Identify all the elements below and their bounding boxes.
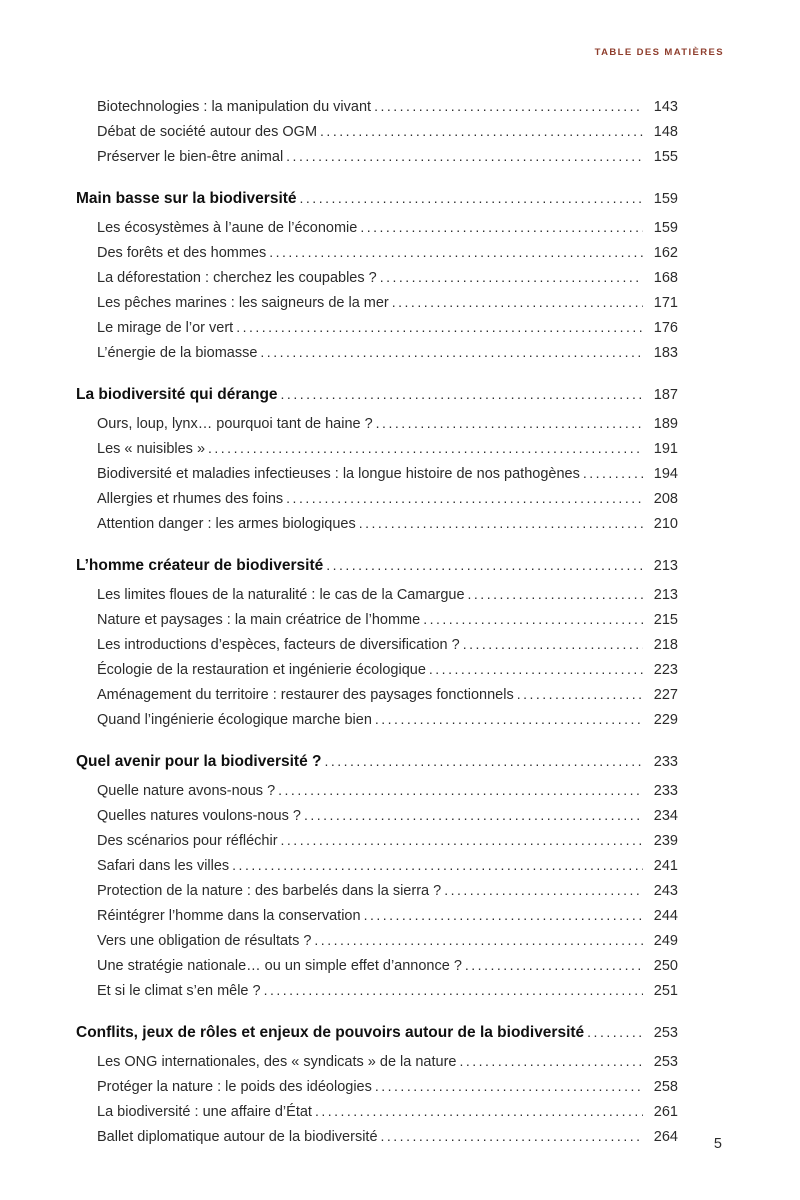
toc-page-number: 194 [653,466,678,482]
dot-leader [232,853,643,878]
toc-entry-title: Écologie de la restauration et ingénierie écologique [97,662,426,678]
toc-heading-row [76,553,678,578]
toc-page-number: 189 [653,416,678,432]
toc-entry-row [76,1049,678,1074]
toc-page-number: 241 [653,858,678,874]
toc-entry-row [76,828,678,853]
toc-entry-title: Nature et paysages : la main créatrice de l’homme [97,612,421,628]
toc-entry-row [76,144,678,169]
toc-entry-row [76,953,678,978]
toc-entry-title: Débat de société autour des OGM [97,124,318,140]
toc-entry-row [76,436,678,461]
toc-entry-row [76,1124,678,1149]
toc-entry-title: Et si le climat s’en mêle ? [97,983,261,999]
toc-entry-row [76,878,678,903]
toc-heading-title: Quel avenir pour la biodiversité ? [76,753,322,770]
dot-leader [304,803,643,828]
dot-leader [463,632,643,657]
toc-page-number: 250 [653,958,678,974]
toc-page-number: 213 [653,558,678,574]
toc-entry-row [76,265,678,290]
toc-entry-row [76,582,678,607]
toc-page-number: 258 [653,1079,678,1095]
toc-entry-row [76,928,678,953]
toc-entry-title: Biodiversité et maladies infectieuses : la longue histoire de nos pathogènes [97,466,580,482]
toc-entry-row [76,486,678,511]
dot-leader [208,436,643,461]
toc-entry-row [76,682,678,707]
toc-entry-row [76,119,678,144]
toc-entry-title: Protéger la nature : le poids des idéologies [97,1079,372,1095]
table-of-contents [76,94,678,1149]
dot-leader [587,1020,643,1045]
toc-entry-row [76,1074,678,1099]
dot-leader [380,265,643,290]
toc-heading-row [76,382,678,407]
toc-entry-title: La biodiversité : une affaire d’État [97,1104,312,1120]
toc-page-number: 155 [653,149,678,165]
toc-heading-row [76,749,678,774]
toc-entry-row [76,978,678,1003]
dot-leader [375,707,643,732]
toc-page-number: 159 [653,220,678,236]
dot-leader [281,382,643,407]
toc-entry-title: La déforestation : cherchez les coupables ? [97,270,377,286]
toc-entry-title: Ours, loup, lynx… pourquoi tant de haine ? [97,416,373,432]
toc-entry-title: Le mirage de l’or vert [97,320,234,336]
dot-leader [286,144,643,169]
page-number: 5 [713,1136,722,1152]
toc-entry-title: Des forêts et des hommes [97,245,267,261]
toc-entry-row [76,215,678,240]
toc-entry-row [76,707,678,732]
toc-entry-title: Vers une obligation de résultats ? [97,933,312,949]
toc-page-number: 223 [653,662,678,678]
dot-leader [444,878,643,903]
toc-entry-title: Quelles natures voulons-nous ? [97,808,301,824]
toc-entry-title: Aménagement du territoire : restaurer des paysages fonctionnels [97,687,514,703]
toc-page-number: 264 [653,1129,678,1145]
toc-entry-row [76,657,678,682]
dot-leader [315,1099,643,1124]
dot-leader [374,94,643,119]
toc-entry-title: Une stratégie nationale… ou un simple effet d’annonce ? [97,958,462,974]
dot-leader [320,119,643,144]
toc-page-number: 249 [653,933,678,949]
dot-leader [359,511,643,536]
dot-leader [364,903,643,928]
toc-heading-row [76,1020,678,1045]
toc-entry-row [76,315,678,340]
toc-page-number: 239 [653,833,678,849]
toc-page-number: 227 [653,687,678,703]
toc-entry-row [76,94,678,119]
dot-leader [392,290,643,315]
toc-entry-title: Les écosystèmes à l’aune de l’économie [97,220,358,236]
toc-page-number: 234 [653,808,678,824]
toc-page-number: 243 [653,883,678,899]
toc-entry-row [76,290,678,315]
toc-entry-title: Safari dans les villes [97,858,230,874]
toc-entry-title: Quand l’ingénierie écologique marche bien [97,712,372,728]
toc-entry-row [76,411,678,436]
dot-leader [376,411,643,436]
toc-page-number: 208 [653,491,678,507]
toc-page-number: 210 [653,516,678,532]
toc-page-number: 233 [653,783,678,799]
toc-entry-title: Réintégrer l’homme dans la conservation [97,908,361,924]
toc-entry-title: Allergies et rhumes des foins [97,491,284,507]
toc-entry-row [76,240,678,265]
toc-entry-row [76,903,678,928]
toc-entry-title: Des scénarios pour réfléchir [97,833,278,849]
toc-page-number: 213 [653,587,678,603]
toc-heading-title: Main basse sur la biodiversité [76,190,297,207]
dot-leader [269,240,643,265]
dot-leader [375,1074,643,1099]
toc-entry-row [76,853,678,878]
toc-entry-title: Les « nuisibles » [97,441,206,457]
dot-leader [583,461,643,486]
toc-page-number: 168 [653,270,678,286]
toc-entry-title: L’énergie de la biomasse [97,345,258,361]
toc-page-number: 233 [653,754,678,770]
toc-page-number: 159 [653,191,678,207]
dot-leader [300,186,643,211]
dot-leader [423,607,643,632]
toc-entry-row [76,340,678,365]
dot-leader [360,215,643,240]
toc-entry-title: Ballet diplomatique autour de la biodiversité [97,1129,378,1145]
dot-leader [468,582,643,607]
toc-entry-title: Préserver le bien-être animal [97,149,284,165]
toc-entry-title: Protection de la nature : des barbelés dans la sierra ? [97,883,442,899]
dot-leader [324,749,643,774]
toc-heading-row [76,186,678,211]
toc-entry-row [76,778,678,803]
dot-leader [314,928,643,953]
toc-heading-title: L’homme créateur de biodiversité [76,557,324,574]
toc-entry-row [76,461,678,486]
toc-page-number: 244 [653,908,678,924]
toc-entry-title: Les ONG internationales, des « syndicats » de la nature [97,1054,457,1070]
toc-entry-row [76,1099,678,1124]
toc-page-number: 171 [653,295,678,311]
dot-leader [264,978,643,1003]
toc-page-number: 253 [653,1025,678,1041]
running-head: TABLE DES MATIÈRES [594,47,724,58]
toc-page-number: 191 [653,441,678,457]
toc-entry-title: Les pêches marines : les saigneurs de la mer [97,295,389,311]
toc-entry-row [76,803,678,828]
toc-entry-title: Attention danger : les armes biologiques [97,516,356,532]
dot-leader [517,682,643,707]
toc-entry-row [76,511,678,536]
toc-page-number: 215 [653,612,678,628]
toc-page-number: 253 [653,1054,678,1070]
dot-leader [260,340,643,365]
toc-page-number: 162 [653,245,678,261]
dot-leader [281,828,643,853]
dot-leader [278,778,643,803]
toc-heading-title: La biodiversité qui dérange [76,386,278,403]
toc-page-number: 251 [653,983,678,999]
toc-page-number: 187 [653,387,678,403]
toc-page-number: 218 [653,637,678,653]
toc-page-number: 143 [653,99,678,115]
toc-page-number: 183 [653,345,678,361]
toc-entry-row [76,632,678,657]
dot-leader [236,315,643,340]
dot-leader [286,486,643,511]
dot-leader [326,553,643,578]
toc-entry-title: Les limites floues de la naturalité : le cas de la Camargue [97,587,465,603]
toc-entry-row [76,607,678,632]
toc-entry-title: Quelle nature avons-nous ? [97,783,276,799]
toc-entry-title: Les introductions d’espèces, facteurs de diversification ? [97,637,460,653]
toc-heading-title: Conflits, jeux de rôles et enjeux de pouvoirs autour de la biodiversité [76,1024,585,1041]
toc-page-number: 229 [653,712,678,728]
toc-entry-title: Biotechnologies : la manipulation du vivant [97,99,372,115]
dot-leader [465,953,643,978]
toc-page-number: 148 [653,124,678,140]
toc-page-number: 261 [653,1104,678,1120]
toc-page-number: 176 [653,320,678,336]
dot-leader [429,657,643,682]
dot-leader [381,1124,643,1149]
dot-leader [459,1049,643,1074]
